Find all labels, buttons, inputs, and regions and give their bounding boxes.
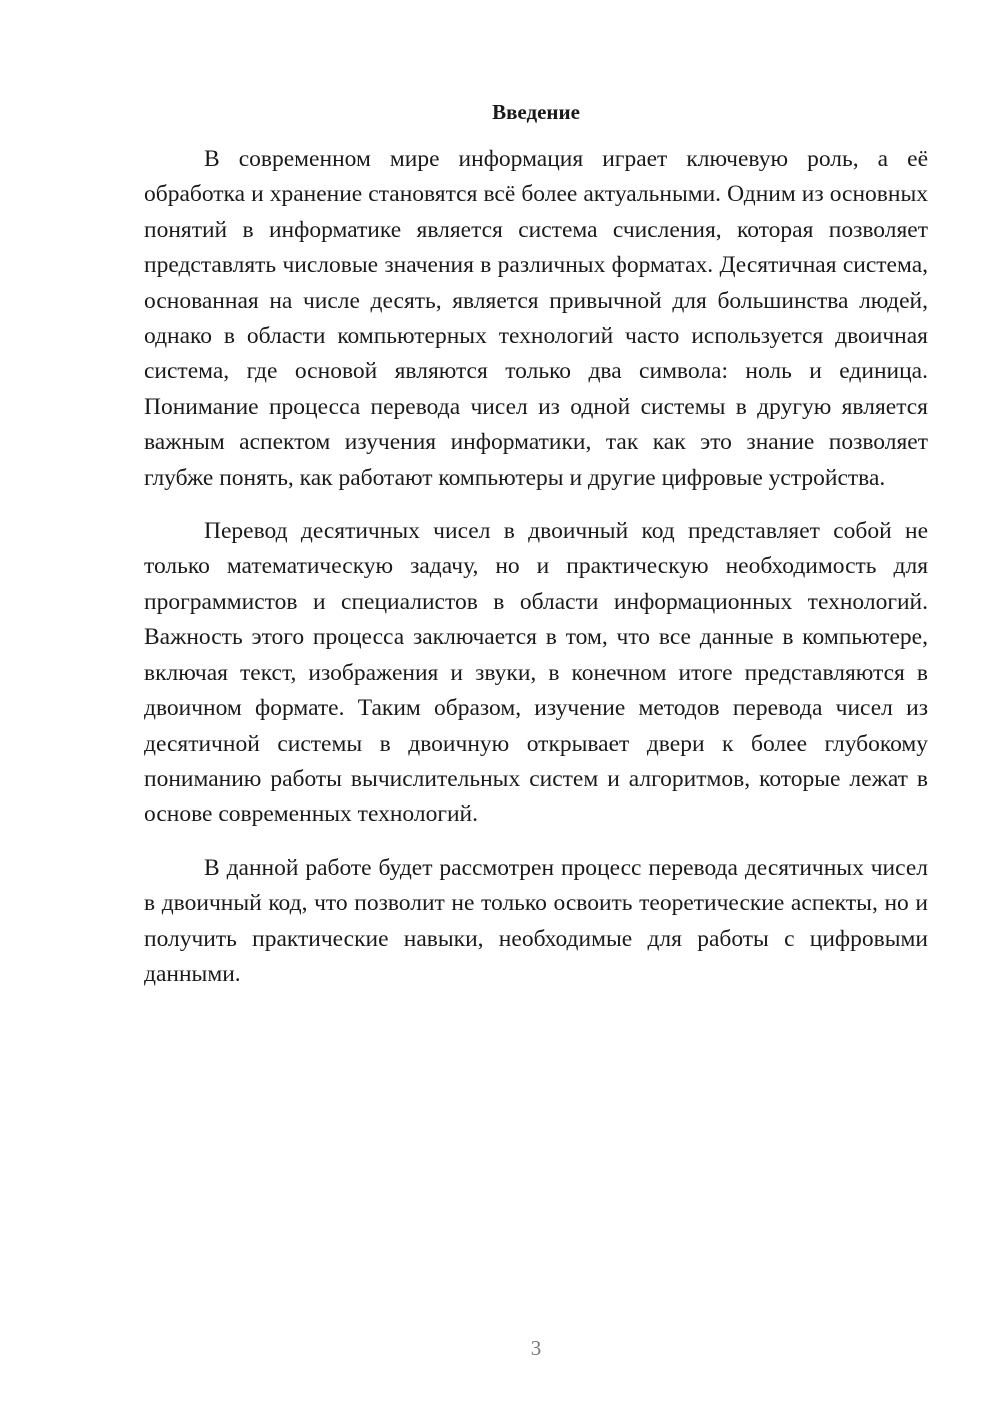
page-number: 3 [530, 1336, 542, 1360]
body-text [144, 142, 928, 992]
section-title: Введение [492, 100, 580, 124]
paragraph-1: В современном мире информация играет ключевую роль, а её обработка и хранение становятся всё более актуальными. Одним из основных понятий в информатике является система счисления, которая позволяет представлять числовые значения в различных форматах. Десятичная система, основанная на числе десять, является привычной для большинства людей, однако в области компьютерных технологий часто используется двоичная система, где основой являются только два символа: ноль и единица. Понимание процесса перевода чисел из одной системы в другую является важным аспектом изучения информатики, так как это знание позволяет глубже понять, как работают компьютеры и другие цифровые устройства. [144, 146, 928, 491]
paragraph-2: Перевод десятичных чисел в двоичный код представляет собой не только математическую задачу, но и практическую необходимость для программистов и специалистов в области информационных технологий. Важность этого процесса заключается в том, что все данные в компьютере, включая текст, изображения и звуки, в конечном итоге представляются в двоичном формате. Таким образом, изучение методов перевода чисел из десятичной системы в двоичную открывает двери к более глубокому пониманию работы вычислительных систем и алгоритмов, которые лежат в основе современных технологий. [144, 518, 928, 828]
paragraph-3: В данной работе будет рассмотрен процесс перевода десятичных чисел в двоичный код, что позволит не только освоить теоретические аспекты, но и получить практические навыки, необходимые для работы с цифровыми данными. [144, 854, 928, 987]
